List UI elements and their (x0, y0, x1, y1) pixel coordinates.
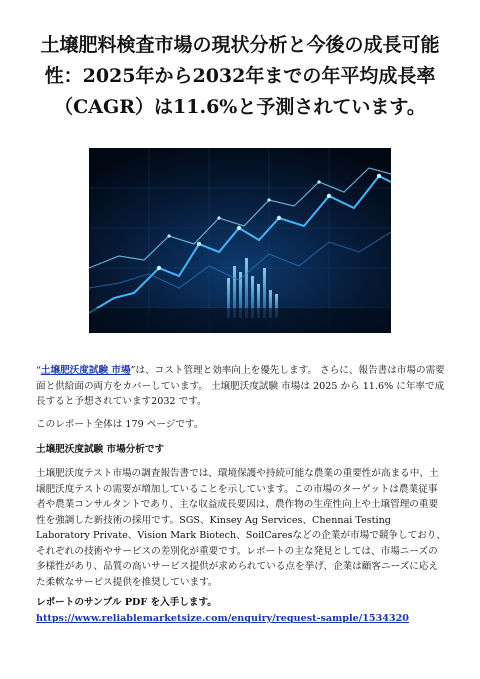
open-quote: “ (36, 365, 41, 376)
intro-text: ”は、コスト管理と効率向上を優先します。 さらに、報告書は市場の需要面と供給面の両方をカバーしています。 土壌肥沃度試験 市場は 2025 から 11.6% に年率で成長すると予想されています2032 です。 (36, 365, 445, 407)
data-graph-illustration (89, 148, 391, 333)
hero-image (89, 148, 391, 333)
section-heading: 土壌肥沃度試験 市場分析です (36, 444, 165, 455)
sample-request-link[interactable]: https://www.reliablemarketsize.com/enquiry/request-sample/1534320 (36, 612, 409, 624)
sample-prompt: レポートのサンプル PDF を入手します。 (36, 597, 217, 608)
intro-paragraph (36, 363, 446, 410)
market-link[interactable]: 土壌肥沃度試験 市場 (40, 365, 131, 376)
analysis-paragraph: 土壌肥沃度テスト市場の調査報告書では、環境保護や持続可能な農業の重要性が高まる中、土壌肥沃度テストの需要が増加していることを示しています。この市場のターゲットは農業従事者や農業コンサルタントであり、主な収益成長要因は、農作物の生産性向上や土壌管理の重要性を強調した新技術の採用です。SGS、Kinsey Ag Services、Chennai Testing Laboratory Private、Vision Mark Biotech、SoilCaresなどの企業が市場で競争しており、それぞれの技術やサービスの差別化が重要です。レポートの主な発見としては、市場ニーズの多様性があり、品質の高いサービス提供が求められている点を挙げ、企業は顧客ニーズに応えた柔軟なサービス提供を推奨しています。 (36, 468, 446, 588)
page-count-text: このレポート全体は 179 ページです。 (36, 419, 204, 430)
sample-request-paragraph (36, 595, 446, 626)
page-title: 土壌肥料検査市場の現状分析と今後の成長可能性：2025年から2032年までの年平均成長率（CAGR）は11.6%と予測されています。 (40, 34, 440, 118)
